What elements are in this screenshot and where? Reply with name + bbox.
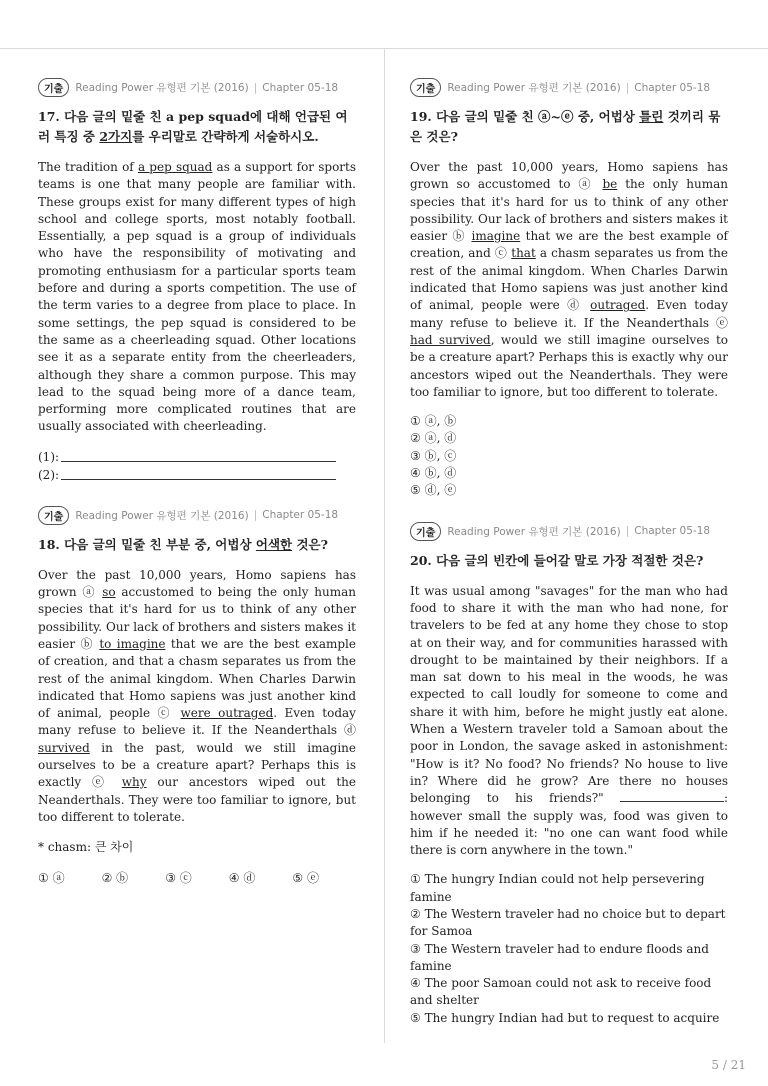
separator: | xyxy=(625,525,630,538)
passage-text: , would we still imagine ourselves to be a creature apart? Perhaps this is exactly why our ancestors wiped out the Neanderthals. They were too familiar to ignore, but too different to tolerate. xyxy=(410,332,729,399)
choice-1[interactable]: ① The hungry Indian could not help persevering famine xyxy=(410,872,705,904)
question-19 xyxy=(410,78,728,500)
answer-choices xyxy=(38,869,356,886)
underlined-e: had survived xyxy=(410,332,491,347)
title-text-end: 것끼리 묶은 것은? xyxy=(410,109,721,144)
separator: | xyxy=(625,81,630,94)
passage-text: It was usual among "savages" for the man who had food to share it with the man who had none, for travelers to be fed at any home they chose to stop at on their way, and for communities harassed with drought to be maintained by their neighbors. If a man sat down to his meal in the woods, he was expected to call loudly for someone to come and share it with him, before he might justly eat alone. When a Western traveler told a Samoan about the poor in London, the savage asked in astonishment: "How is it? No food? No friends? No house to live in? Where did he grow? Are there no houses belonging to his friends?" xyxy=(410,583,728,806)
title-underlined: 어색한 xyxy=(255,536,293,552)
choice-2[interactable]: ② ⓑ xyxy=(101,871,129,886)
marker-b: ⓑ xyxy=(452,229,467,244)
passage-text: accustomed to being the only human species that it's hard for us to think of any other possibility. Our lack of brothers and sisters makes it easier xyxy=(38,585,356,651)
answer-choices xyxy=(410,413,728,499)
question-title xyxy=(410,107,728,147)
choice-2[interactable]: ② The Western traveler had no choice but to depart for Samoa xyxy=(410,906,726,939)
answer-line-2[interactable] xyxy=(38,466,356,484)
column-divider xyxy=(384,48,385,1043)
exam-badge: 기출 xyxy=(410,78,441,97)
exam-badge: 기출 xyxy=(410,522,441,541)
title-text: 17. 다음 글의 밑줄 친 a pep squad에 대해 언급된 여러 특징 중 xyxy=(38,109,348,144)
source-chapter: Chapter 05-18 xyxy=(634,81,711,94)
source-book: Reading Power 유형편 기본 (2016) xyxy=(75,509,249,522)
title-text-end: 를 우리말로 간략하게 서술하시오. xyxy=(132,129,319,144)
underlined-phrase: a pep squad xyxy=(137,160,213,174)
separator: | xyxy=(253,509,258,522)
answer-label: (2): xyxy=(38,467,60,482)
source-chapter: Chapter 05-18 xyxy=(262,509,339,522)
question-source-row xyxy=(410,522,728,541)
marker-a: ⓐ xyxy=(82,585,97,600)
answer-line-1[interactable] xyxy=(38,448,356,466)
underlined-d: survived xyxy=(38,740,90,755)
underlined-d: outraged xyxy=(590,298,646,313)
choice-2[interactable]: ② ⓐ, ⓓ xyxy=(410,431,457,446)
source-book: Reading Power 유형편 기본 (2016) xyxy=(447,525,621,538)
passage-text: The tradition of xyxy=(38,160,138,174)
question-title xyxy=(38,535,356,555)
passage-text: our ancestors wiped out the Neanderthals. They were too familiar to ignore, but too different to tolerate. xyxy=(38,775,356,824)
passage xyxy=(38,567,356,826)
marker-e: ⓔ xyxy=(91,775,111,790)
passage-text: Over the past 10,000 years, Homo sapiens has grown xyxy=(38,567,356,600)
title-text-end: 것은? xyxy=(292,536,328,552)
passage-text: that we are the best example of creation, and xyxy=(410,229,729,261)
answer-label: (1): xyxy=(38,449,60,464)
passage-text: . Even today many refuse to believe it. If the Neanderthals xyxy=(38,706,356,738)
exam-badge: 기출 xyxy=(38,506,69,525)
marker-e: ⓔ xyxy=(715,315,728,330)
passage-text: . Even today many refuse to believe it. If the Neanderthals xyxy=(410,298,728,330)
exam-badge: 기출 xyxy=(38,78,69,97)
question-18 xyxy=(38,506,356,886)
marker-d: ⓓ xyxy=(343,723,356,738)
passage-text: the only human species that it's hard for us to think of any other possibility. Our lack of brothers and sisters makes it easier xyxy=(410,177,728,244)
footnote: * chasm: 큰 차이 xyxy=(38,840,134,855)
marker-d: ⓓ xyxy=(567,298,583,313)
source-book: Reading Power 유형편 기본 (2016) xyxy=(447,82,621,94)
passage-text: Over the past 10,000 years, Homo sapiens has grown so accustomed to xyxy=(410,160,728,192)
choice-5[interactable]: ⑤ ⓓ, ⓔ xyxy=(410,483,457,498)
choice-1[interactable]: ① ⓐ, ⓑ xyxy=(410,414,457,429)
passage xyxy=(38,159,356,436)
choice-3[interactable]: ③ ⓒ xyxy=(165,871,192,886)
title-underlined: 틀린 xyxy=(639,109,664,124)
underlined-a: so xyxy=(102,585,116,600)
question-source-row xyxy=(38,506,356,525)
left-column xyxy=(38,78,356,904)
answer-blank[interactable] xyxy=(61,448,336,462)
source-book: Reading Power 유형편 기본 (2016) xyxy=(75,82,249,94)
choice-4[interactable]: ④ ⓑ, ⓓ xyxy=(410,466,457,481)
passage-text: : however small the supply was, food was given to him if he needed it: "no one can want food while there is corn anywhere in the town." xyxy=(410,791,728,858)
fill-in-blank[interactable] xyxy=(620,790,724,802)
question-title: 20. 다음 글의 빈칸에 들어갈 말로 가장 적절한 것은? xyxy=(410,552,704,568)
question-source-row xyxy=(410,78,728,97)
separator: | xyxy=(253,81,258,94)
right-column xyxy=(410,78,728,1045)
title-text: 18. 다음 글의 밑줄 친 부분 중, 어법상 xyxy=(38,536,256,552)
title-underlined: 2가지 xyxy=(99,129,133,144)
passage xyxy=(410,583,728,860)
question-17 xyxy=(38,78,356,484)
underlined-a: be xyxy=(602,177,618,192)
marker-c: ⓒ xyxy=(157,706,174,721)
underlined-c: that xyxy=(511,246,536,261)
question-20 xyxy=(410,522,728,1027)
marker-b: ⓑ xyxy=(80,636,94,651)
passage-text: in the past, would we still imagine ourselves to be a creature apart? Perhaps this is exactly xyxy=(38,740,356,790)
page-number: 5 / 21 xyxy=(711,1058,746,1072)
choice-4[interactable]: ④ ⓓ xyxy=(228,871,256,886)
underlined-e: why xyxy=(121,775,147,790)
question-title xyxy=(38,107,356,147)
passage-text: as a support for sports teams is one that many people are familiar with. These groups exist for many different types of high school and college sports, most notably football. Essentially, a pep squad is a group of individuals who have the responsibility of motivating and promoting enthusiasm for a particular sports team before and during a sports competition. The use of the term varies to a degree from place to place. In some settings, the pep squad is considered to be the same as a cheerleading squad. Other locations see it as a separate entity from the cheerleaders, although they share a common purpose. This may lead to the squad being more of a dance team, performing more complicated routines that are usually associated with cheerleading. xyxy=(38,160,357,434)
source-chapter: Chapter 05-18 xyxy=(262,81,339,94)
answer-choices xyxy=(410,871,728,1027)
marker-a: ⓐ xyxy=(578,177,595,192)
title-text: 19. 다음 글의 밑줄 친 ⓐ~ⓔ 중, 어법상 xyxy=(410,109,640,124)
underlined-b: imagine xyxy=(471,229,521,244)
question-source-row xyxy=(38,78,356,97)
choice-3[interactable]: ③ The Western traveler had to endure floods and famine xyxy=(410,941,709,973)
passage-text: that we are the best example of creation, and that a chasm separates us from the rest of the animal kingdom. When Charles Darwin indicated that Homo sapiens was just another kind of animal, people xyxy=(38,636,356,721)
answer-blank[interactable] xyxy=(61,466,336,480)
source-chapter: Chapter 05-18 xyxy=(634,525,711,538)
choice-5[interactable]: ⑤ ⓔ xyxy=(292,871,319,886)
choice-3[interactable]: ③ ⓑ, ⓒ xyxy=(410,448,457,463)
passage-text: a chasm separates us from the rest of the animal kingdom. When Charles Darwin indicated that Homo sapiens was just another kind of animal, people were xyxy=(410,246,728,313)
marker-c: ⓒ xyxy=(494,246,508,261)
passage xyxy=(410,159,728,401)
choice-4[interactable]: ④ The poor Samoan could not ask to receive food and shelter xyxy=(410,976,712,1008)
choice-5[interactable]: ⑤ The hungry Indian had but to request to acquire xyxy=(410,1010,720,1025)
underlined-c: were outraged xyxy=(180,706,274,721)
underlined-b: to imagine xyxy=(99,636,166,651)
choice-1[interactable]: ① ⓐ xyxy=(38,871,65,886)
